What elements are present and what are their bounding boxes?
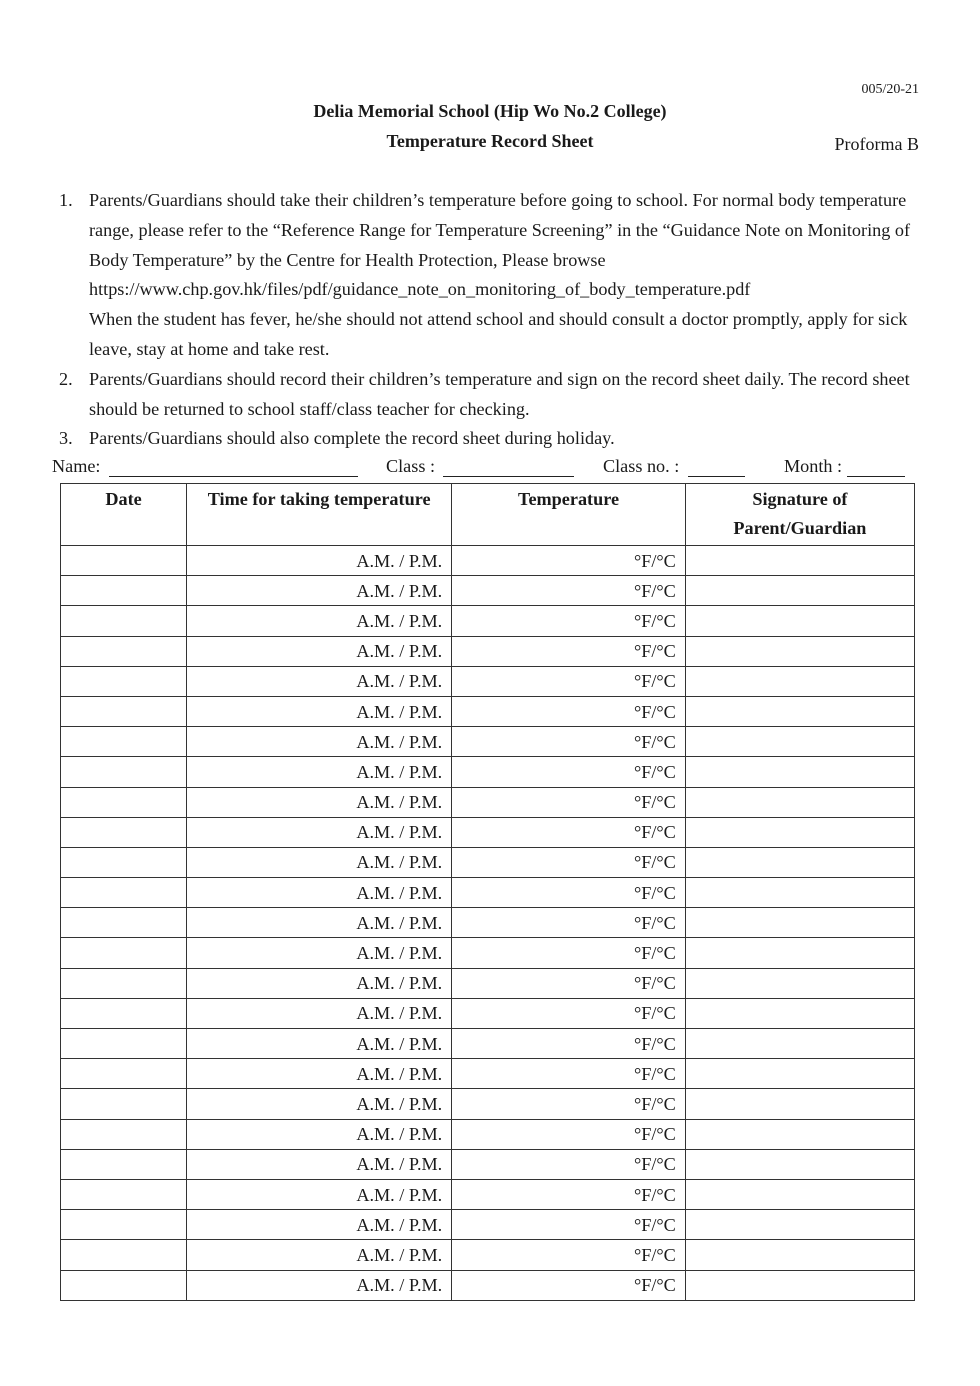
date-cell[interactable] xyxy=(61,1270,187,1300)
temperature-cell[interactable]: °F/°C xyxy=(452,757,686,787)
time-cell[interactable]: A.M. / P.M. xyxy=(187,1089,452,1119)
signature-cell[interactable] xyxy=(685,1179,914,1209)
signature-cell[interactable] xyxy=(685,1210,914,1240)
signature-cell[interactable] xyxy=(685,998,914,1028)
temperature-cell[interactable]: °F/°C xyxy=(452,787,686,817)
header-temperature: Temperature xyxy=(452,484,686,546)
signature-cell[interactable] xyxy=(685,1240,914,1270)
table-row xyxy=(61,817,915,847)
signature-cell[interactable] xyxy=(685,787,914,817)
class-label: Class : xyxy=(386,456,436,476)
time-cell[interactable]: A.M. / P.M. xyxy=(187,998,452,1028)
instruction-item-1: 1. Parents/Guardians should take their children’s temperature before going to school. For normal body temperature range, please refer to the “Reference Range for Temperature Screening” in the “Guidance Note on Monitoring of Body Temperature” by the Centre for Health Protection, Please browse https://www.chp.gov.hk/files/pdf/guidance_note_on_monitoring_of_body_temperature.pdf When the student has fever, he/she should not attend school and should consult a doctor promptly, apply for sick leave, stay at home and take rest. xyxy=(59,190,911,359)
table-row xyxy=(61,606,915,636)
table-row xyxy=(61,727,915,757)
proforma-label: Proforma B xyxy=(834,134,919,154)
time-cell[interactable]: A.M. / P.M. xyxy=(187,787,452,817)
table-row xyxy=(61,1210,915,1240)
temperature-cell[interactable]: °F/°C xyxy=(452,1059,686,1089)
student-info-fields xyxy=(52,456,912,482)
instruction-text: Parents/Guardians should also complete the record sheet during holiday. xyxy=(89,428,615,449)
time-cell[interactable]: A.M. / P.M. xyxy=(187,757,452,787)
signature-cell[interactable] xyxy=(685,727,914,757)
date-cell[interactable] xyxy=(61,576,187,606)
table-row xyxy=(61,1240,915,1270)
date-cell[interactable] xyxy=(61,1119,187,1149)
temperature-cell[interactable]: °F/°C xyxy=(452,968,686,998)
table-row xyxy=(61,576,915,606)
signature-cell[interactable] xyxy=(685,938,914,968)
page-title: Temperature Record Sheet xyxy=(386,131,594,151)
temperature-cell[interactable]: °F/°C xyxy=(452,1119,686,1149)
header-date: Date xyxy=(61,484,187,546)
month-field[interactable] xyxy=(847,456,905,477)
signature-cell[interactable] xyxy=(685,817,914,847)
date-cell[interactable] xyxy=(61,968,187,998)
instruction-item-3: 3. Parents/Guardians should also complete the record sheet during holiday. xyxy=(59,428,615,449)
table-row xyxy=(61,938,915,968)
month-label: Month : xyxy=(784,456,843,476)
signature-cell[interactable] xyxy=(685,546,914,576)
signature-cell[interactable] xyxy=(685,1029,914,1059)
date-cell[interactable] xyxy=(61,666,187,696)
signature-cell[interactable] xyxy=(685,696,914,726)
date-cell[interactable] xyxy=(61,938,187,968)
temperature-cell[interactable]: °F/°C xyxy=(452,938,686,968)
temperature-cell[interactable]: °F/°C xyxy=(452,1240,686,1270)
signature-cell[interactable] xyxy=(685,757,914,787)
temperature-cell[interactable]: °F/°C xyxy=(452,998,686,1028)
time-cell[interactable]: A.M. / P.M. xyxy=(187,696,452,726)
time-cell[interactable]: A.M. / P.M. xyxy=(187,1179,452,1209)
temperature-cell[interactable]: °F/°C xyxy=(452,636,686,666)
time-cell[interactable]: A.M. / P.M. xyxy=(187,1149,452,1179)
time-cell[interactable]: A.M. / P.M. xyxy=(187,1119,452,1149)
table-row xyxy=(61,1119,915,1149)
table-row xyxy=(61,636,915,666)
temperature-cell[interactable]: °F/°C xyxy=(452,908,686,938)
time-cell[interactable]: A.M. / P.M. xyxy=(187,847,452,877)
table-row xyxy=(61,998,915,1028)
date-cell[interactable] xyxy=(61,1210,187,1240)
date-cell[interactable] xyxy=(61,787,187,817)
temperature-cell[interactable]: °F/°C xyxy=(452,727,686,757)
signature-cell[interactable] xyxy=(685,1119,914,1149)
temperature-cell[interactable]: °F/°C xyxy=(452,1029,686,1059)
table-row xyxy=(61,908,915,938)
temperature-cell[interactable]: °F/°C xyxy=(452,1270,686,1300)
date-cell[interactable] xyxy=(61,847,187,877)
table-row xyxy=(61,1270,915,1300)
signature-cell[interactable] xyxy=(685,576,914,606)
time-cell[interactable]: A.M. / P.M. xyxy=(187,817,452,847)
date-cell[interactable] xyxy=(61,817,187,847)
date-cell[interactable] xyxy=(61,727,187,757)
time-cell[interactable]: A.M. / P.M. xyxy=(187,1029,452,1059)
date-cell[interactable] xyxy=(61,1089,187,1119)
time-cell[interactable]: A.M. / P.M. xyxy=(187,878,452,908)
time-cell[interactable]: A.M. / P.M. xyxy=(187,636,452,666)
instructions-list xyxy=(56,186,926,454)
time-cell[interactable]: A.M. / P.M. xyxy=(187,666,452,696)
table-row xyxy=(61,1029,915,1059)
time-cell[interactable]: A.M. / P.M. xyxy=(187,1059,452,1089)
class-no-label: Class no. : xyxy=(603,456,680,476)
table-header-row xyxy=(61,484,915,546)
signature-cell[interactable] xyxy=(685,847,914,877)
temperature-cell[interactable]: °F/°C xyxy=(452,847,686,877)
signature-cell[interactable] xyxy=(685,968,914,998)
signature-cell[interactable] xyxy=(685,1270,914,1300)
signature-cell[interactable] xyxy=(685,1089,914,1119)
temperature-record-table xyxy=(60,483,915,1301)
time-cell[interactable]: A.M. / P.M. xyxy=(187,576,452,606)
fever-advice: When the student has fever, he/she should not attend school and should consult a doctor promptly, apply for sick leave, stay at home and take rest. xyxy=(89,309,908,359)
time-cell[interactable]: A.M. / P.M. xyxy=(187,606,452,636)
table-row xyxy=(61,1089,915,1119)
table-row xyxy=(61,1059,915,1089)
time-cell[interactable]: A.M. / P.M. xyxy=(187,908,452,938)
table-body xyxy=(61,546,915,1301)
school-name: Delia Memorial School (Hip Wo No.2 College) xyxy=(313,101,667,121)
date-cell[interactable] xyxy=(61,757,187,787)
date-cell[interactable] xyxy=(61,1149,187,1179)
table-row xyxy=(61,696,915,726)
signature-cell[interactable] xyxy=(685,878,914,908)
date-cell[interactable] xyxy=(61,998,187,1028)
time-cell[interactable]: A.M. / P.M. xyxy=(187,938,452,968)
time-cell[interactable]: A.M. / P.M. xyxy=(187,727,452,757)
class-no-field[interactable] xyxy=(688,456,745,477)
date-cell[interactable] xyxy=(61,546,187,576)
temperature-cell[interactable]: °F/°C xyxy=(452,817,686,847)
temperature-cell[interactable]: °F/°C xyxy=(452,666,686,696)
temperature-cell[interactable]: °F/°C xyxy=(452,606,686,636)
form-reference-code: 005/20-21 xyxy=(861,82,919,97)
date-cell[interactable] xyxy=(61,636,187,666)
header-time: Time for taking temperature xyxy=(187,484,452,546)
temperature-cell[interactable]: °F/°C xyxy=(452,1210,686,1240)
signature-cell[interactable] xyxy=(685,908,914,938)
table-row xyxy=(61,666,915,696)
time-cell[interactable]: A.M. / P.M. xyxy=(187,1240,452,1270)
signature-cell[interactable] xyxy=(685,606,914,636)
instruction-item-2: 2. Parents/Guardians should record their children’s temperature and sign on the record sheet daily. The record sheet should be returned to school staff/class teacher for checking. xyxy=(59,368,910,419)
temperature-cell[interactable]: °F/°C xyxy=(452,576,686,606)
signature-cell[interactable] xyxy=(685,1149,914,1179)
signature-cell[interactable] xyxy=(685,1059,914,1089)
name-field[interactable] xyxy=(109,456,358,477)
temperature-cell[interactable]: °F/°C xyxy=(452,1179,686,1209)
guidance-url: https://www.chp.gov.hk/files/pdf/guidance_note_on_monitoring_of_body_temperature.pdf xyxy=(89,279,751,300)
temperature-cell[interactable]: °F/°C xyxy=(452,1089,686,1119)
date-cell[interactable] xyxy=(61,878,187,908)
time-cell[interactable]: A.M. / P.M. xyxy=(187,1270,452,1300)
temperature-cell[interactable]: °F/°C xyxy=(452,696,686,726)
date-cell[interactable] xyxy=(61,908,187,938)
time-cell[interactable]: A.M. / P.M. xyxy=(187,546,452,576)
signature-cell[interactable] xyxy=(685,636,914,666)
table-row xyxy=(61,1149,915,1179)
table-row xyxy=(61,787,915,817)
signature-cell[interactable] xyxy=(685,666,914,696)
table-row xyxy=(61,757,915,787)
time-cell[interactable]: A.M. / P.M. xyxy=(187,1210,452,1240)
table-row xyxy=(61,968,915,998)
date-cell[interactable] xyxy=(61,1029,187,1059)
temperature-cell[interactable]: °F/°C xyxy=(452,546,686,576)
date-cell[interactable] xyxy=(61,1179,187,1209)
date-cell[interactable] xyxy=(61,1240,187,1270)
instruction-text: Parents/Guardians should take their children’s temperature before going to school. For normal body temperature range, please refer to the “Reference Range for Temperature Screening” in the “Guidance Note on Monitoring of Body Temperature” by the Centre for Health Protection, Please browse xyxy=(89,190,911,270)
temperature-cell[interactable]: °F/°C xyxy=(452,878,686,908)
date-cell[interactable] xyxy=(61,606,187,636)
table-row xyxy=(61,878,915,908)
temperature-cell[interactable]: °F/°C xyxy=(452,1149,686,1179)
header-signature: Signature of Parent/Guardian xyxy=(685,484,914,546)
date-cell[interactable] xyxy=(61,696,187,726)
table-row xyxy=(61,1179,915,1209)
table-row xyxy=(61,546,915,576)
table-row xyxy=(61,847,915,877)
time-cell[interactable]: A.M. / P.M. xyxy=(187,968,452,998)
instruction-text: Parents/Guardians should record their children’s temperature and sign on the record sheet daily. The record sheet should be returned to school staff/class teacher for checking. xyxy=(89,368,910,419)
class-field[interactable] xyxy=(443,456,574,477)
name-label: Name: xyxy=(52,456,101,476)
date-cell[interactable] xyxy=(61,1059,187,1089)
